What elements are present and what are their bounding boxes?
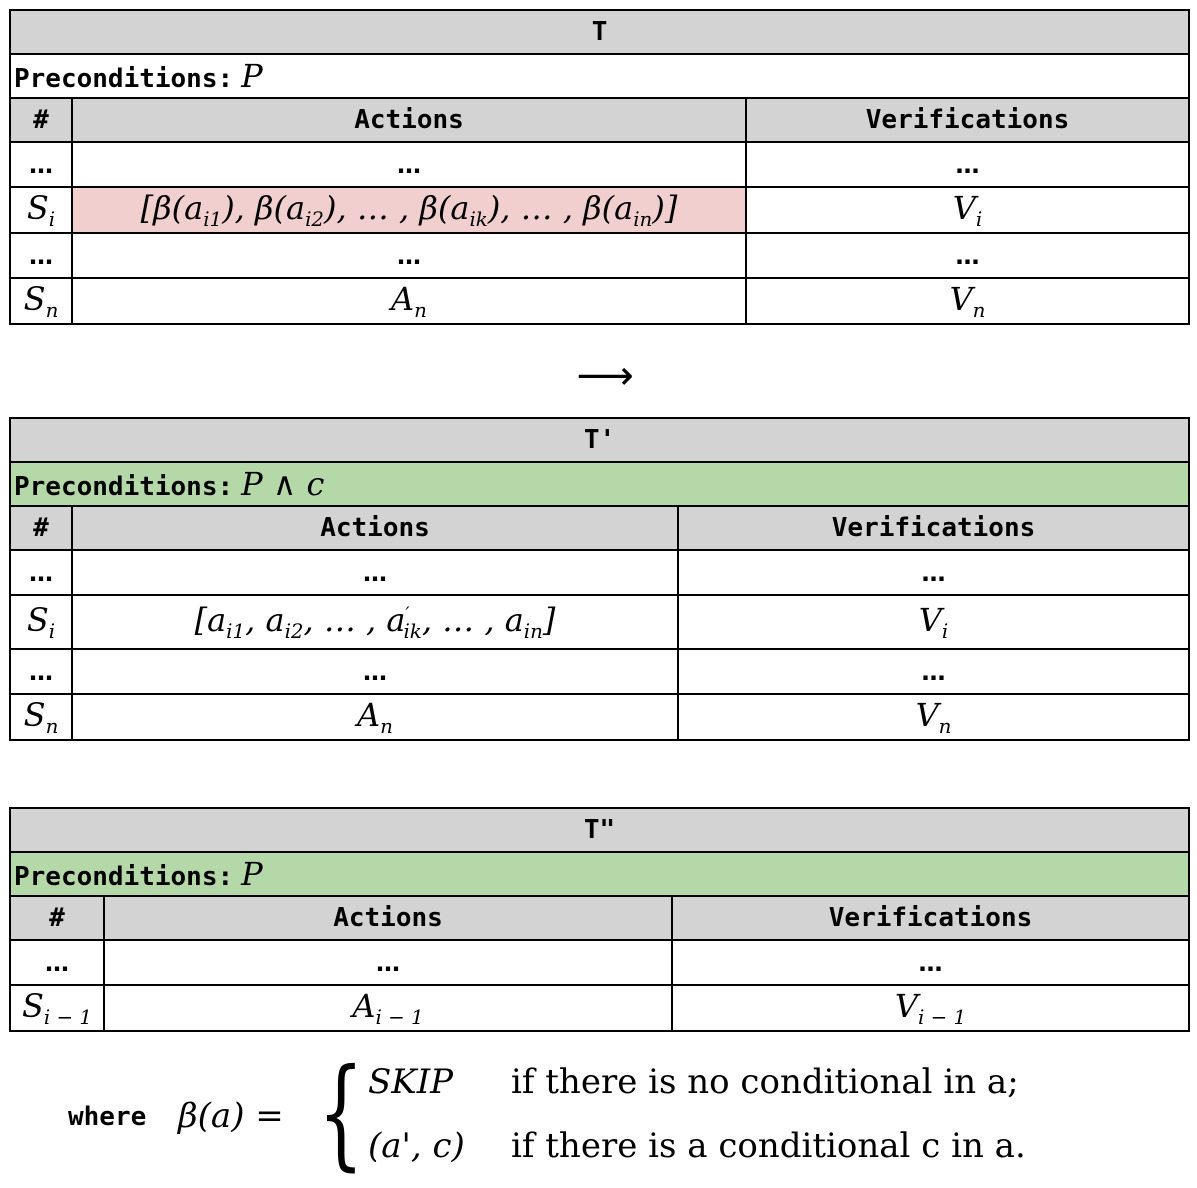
table-row — [10, 940, 1189, 985]
preconditions-value: P — [241, 57, 263, 95]
table-t — [9, 9, 1190, 325]
step-cell: … — [10, 233, 72, 278]
step-cell: $S_i$ — [10, 187, 72, 233]
column-header-step: # — [10, 506, 72, 550]
case-conditional — [368, 1126, 1128, 1170]
action-cell: … — [72, 649, 678, 694]
beta-lhs: β(a) = — [178, 1096, 284, 1136]
preconditions-value: P ∧ c — [241, 465, 325, 503]
left-brace-icon: { — [318, 1044, 364, 1183]
verification-cell: $V_i$ — [678, 595, 1189, 649]
table-t-prime-title: T' — [10, 418, 1189, 462]
column-header-actions: Actions — [72, 98, 746, 142]
table-t-double-prime-preconditions — [10, 852, 1189, 896]
table-row — [10, 649, 1189, 694]
action-cell: … — [72, 233, 746, 278]
action-cell: … — [104, 940, 672, 985]
verification-cell: … — [678, 550, 1189, 595]
table-row — [10, 694, 1189, 740]
table-row — [10, 187, 1189, 233]
preconditions-label: Preconditions: — [14, 472, 234, 502]
action-cell: $A_{i - 1}$ — [104, 985, 672, 1031]
table-t-double-prime — [9, 807, 1190, 1032]
step-cell: $S_n$ — [10, 278, 72, 324]
column-header-verifications: Verifications — [678, 506, 1189, 550]
column-header-verifications: Verifications — [746, 98, 1189, 142]
step-cell: … — [10, 940, 104, 985]
preconditions-label: Preconditions: — [14, 64, 234, 94]
table-t-prime-preconditions — [10, 462, 1189, 506]
verification-cell: $V_n$ — [746, 278, 1189, 324]
table-t-prime — [9, 417, 1190, 741]
table-row — [10, 550, 1189, 595]
case-expr: (a', c) — [368, 1126, 465, 1166]
verification-cell: $V_n$ — [678, 694, 1189, 740]
beta-definition — [68, 1044, 1168, 1183]
verification-cell: … — [672, 940, 1189, 985]
verification-cell: … — [746, 142, 1189, 187]
action-cell: [$a_{i1}$, $a_{i2}$, … , $a'_{ik}$, … , $a_{in}$] — [72, 595, 678, 649]
verification-cell: … — [678, 649, 1189, 694]
step-cell: $S_n$ — [10, 694, 72, 740]
table-row — [10, 142, 1189, 187]
action-cell: … — [72, 142, 746, 187]
column-header-step: # — [10, 98, 72, 142]
table-row — [10, 985, 1189, 1031]
action-cell: $A_n$ — [72, 278, 746, 324]
step-cell: … — [10, 550, 72, 595]
table-t-double-prime-title: T" — [10, 808, 1189, 852]
action-cell-highlighted: [$\beta(a_{i1})$, $\beta(a_{i2})$, … , $\beta(a_{ik})$, … , $\beta(a_{in})$] — [72, 187, 746, 233]
verification-cell: $V_{i - 1}$ — [672, 985, 1189, 1031]
step-cell: $S_i$ — [10, 595, 72, 649]
step-cell: … — [10, 649, 72, 694]
case-condition: if there is no conditional in a; — [511, 1062, 1019, 1102]
table-row — [10, 595, 1189, 649]
verification-cell: $V_i$ — [746, 187, 1189, 233]
action-cell: $A_n$ — [72, 694, 678, 740]
column-header-actions: Actions — [104, 896, 672, 940]
table-row — [10, 278, 1189, 324]
column-header-verifications: Verifications — [672, 896, 1189, 940]
preconditions-label: Preconditions: — [14, 862, 234, 892]
action-cell: … — [72, 550, 678, 595]
case-expr: SKIP — [368, 1062, 453, 1102]
step-cell: $S_{i - 1}$ — [10, 985, 104, 1031]
table-t-preconditions — [10, 54, 1189, 98]
case-skip — [368, 1062, 1128, 1106]
case-condition: if there is a conditional c in a. — [511, 1126, 1026, 1166]
preconditions-value: P — [241, 855, 263, 893]
verification-cell: … — [746, 233, 1189, 278]
step-cell: … — [10, 142, 72, 187]
column-header-actions: Actions — [72, 506, 678, 550]
table-row — [10, 233, 1189, 278]
table-t-title: T — [10, 10, 1189, 54]
column-header-step: # — [10, 896, 104, 940]
where-label: where — [68, 1102, 147, 1132]
transform-arrow-icon: ⟶ — [576, 353, 634, 399]
